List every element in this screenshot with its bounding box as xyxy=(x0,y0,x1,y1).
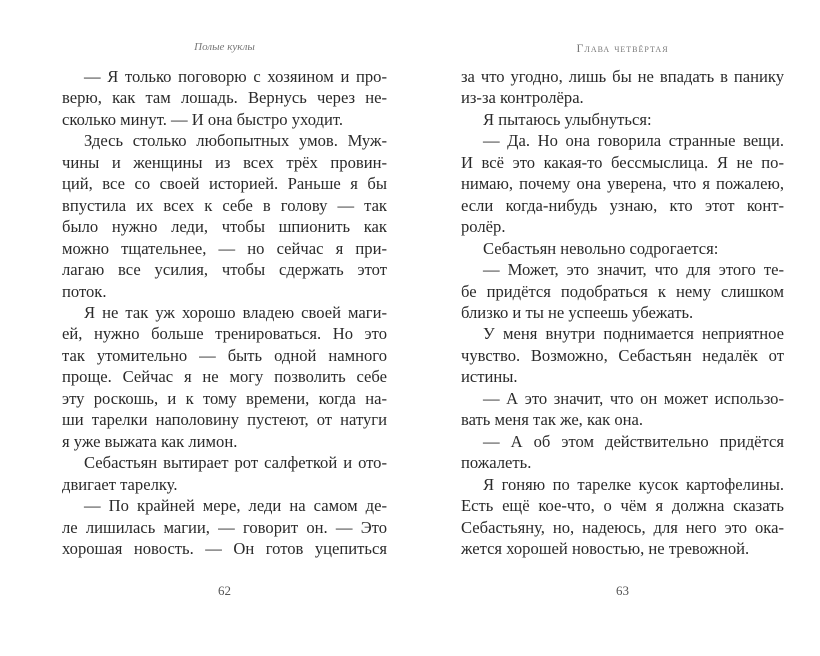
text-line: — А это значит, что он может использо- xyxy=(483,388,784,408)
text-line: можно тщательнее, — но сейчас я при- xyxy=(62,238,387,258)
running-head: Полые куклы xyxy=(194,41,255,53)
text-line: ций, все со своей историей. Раньше я бы xyxy=(62,174,387,194)
text-line: я уже выжата как лимон. xyxy=(62,431,238,451)
text-line: эту роскошь, и к тому времени, когда на- xyxy=(62,388,387,408)
right-page xyxy=(461,0,784,656)
text-line: лагаю все усилия, чтобы сдержать этот xyxy=(62,260,387,280)
text-line: если когда-нибудь узнаю, кто этот конт- xyxy=(461,195,784,215)
text-line: сколько минут. — И она быстро уходит. xyxy=(62,109,344,129)
text-line: из-за контролёра. xyxy=(461,88,584,108)
page-number: 63 xyxy=(616,583,629,598)
text-line: — По крайней мере, леди на самом де- xyxy=(84,496,387,516)
text-line: ши тарелки наполовину пустеют, от натуги xyxy=(62,410,387,430)
text-line: Я гоняю по тарелке кусок картофелины. xyxy=(483,474,784,494)
text-line: бе придётся подобраться к нему слишком xyxy=(461,281,784,301)
text-line: так утомительно — быть одной намного xyxy=(62,345,387,365)
text-line: проще. Сейчас я не могу позволить себе xyxy=(62,367,387,387)
text-line: — Да. Но она говорила странные вещи. xyxy=(483,131,784,151)
text-line: ролёр. xyxy=(461,217,506,237)
text-line: поток. xyxy=(62,281,107,301)
text-line: Себастьян вытирает рот салфеткой и ото- xyxy=(84,453,387,473)
page-number: 62 xyxy=(218,583,231,598)
left-page xyxy=(62,0,387,656)
text-line: Я пытаюсь улыбнуться: xyxy=(483,109,652,129)
text-line: было нужно леди, чтобы шпионить как xyxy=(62,217,387,237)
text-line: верю, как там лошадь. Вернусь через не- xyxy=(62,88,387,108)
text-line: Себастьяну, но, надеюсь, для него это ока- xyxy=(461,517,784,537)
text-line: Я не так уж хорошо владею своей маги- xyxy=(84,302,387,322)
text-line: Есть ещё кое-что, о чём я должна сказать xyxy=(461,496,784,516)
text-line: чины и женщины из всех трёх провин- xyxy=(62,152,387,172)
text-line: Здесь столько любопытных умов. Муж- xyxy=(84,131,387,151)
text-line: хорошая новость. — Он готов уцепиться xyxy=(62,538,387,558)
text-line: вать меня так же, как она. xyxy=(461,410,644,430)
text-line: нимаю, почему она уверена, что я пожалею, xyxy=(461,174,784,194)
text-line: — Я только поговорю с хозяином и про- xyxy=(84,67,387,86)
text-line: чувство. Возможно, Себастьян недалёк от xyxy=(461,345,784,365)
text-line: ей, нужно больше тренироваться. Но это xyxy=(62,324,387,344)
text-line: за что угодно, лишь бы не впадать в панику xyxy=(461,67,784,86)
text-line: двигает тарелку. xyxy=(62,474,178,494)
text-line: ле лишилась магии, — говорит он. — Это xyxy=(62,517,387,537)
text-line: Себастьян невольно содрогается: xyxy=(483,238,719,258)
page-text xyxy=(461,66,784,559)
text-line: близко и ты не успеешь убежать. xyxy=(461,302,694,322)
text-line: — А об этом действительно придётся xyxy=(483,431,784,451)
text-line: истины. xyxy=(461,367,518,387)
page-text xyxy=(62,66,387,559)
text-line: впустила их всех к себе в голову — так xyxy=(62,195,387,215)
text-line: пожалеть. xyxy=(461,453,532,473)
text-line: жется хорошей новостью, не тревожной. xyxy=(461,538,750,558)
text-line: И всё это какая-то бессмыслица. Я не по- xyxy=(461,152,784,172)
text-line: — Может, это значит, что для этого те- xyxy=(483,260,784,280)
text-line: У меня внутри поднимается неприятное xyxy=(483,324,784,344)
running-head: Глава четвёртая xyxy=(576,41,669,55)
